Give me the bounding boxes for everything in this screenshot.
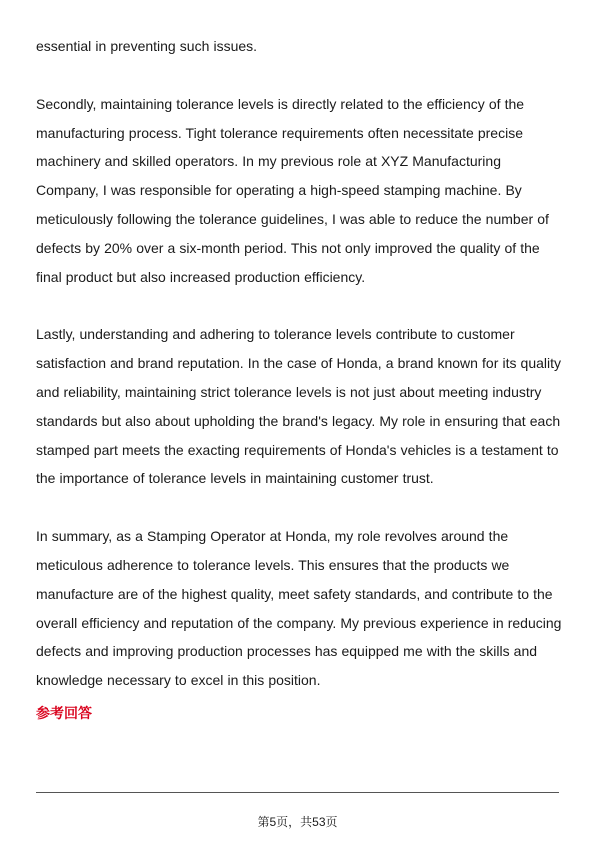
section-heading-reference-answer: 参考回答 [36, 704, 92, 721]
footer-divider [36, 792, 559, 793]
paragraph-customer-satisfaction: Lastly, understanding and adhering to tolerance levels contribute to customer satisfaction and brand reputation. In the case of Honda, a brand known for its quality and reliability, maintaining strict tolerance levels is not just about meeting industry standards but also about upholding the brand's legacy. My role in ensuring that each stamped part meets the exacting requirements of Honda's vehicles is a testament to the importance of tolerance levels in maintaining customer trust. [36, 326, 562, 487]
paragraph-summary: In summary, as a Stamping Operator at Honda, my role revolves around the meticulous adherence to tolerance levels. This ensures that the products we manufacture are of the highest quality, meet safety standards, and contribute to the overall efficiency and reputation of the company. My previous experience in reducing defects and improving production processes has equipped me with the skills and knowledge necessary to excel in this position. [36, 528, 562, 689]
page-number-footer: 第5页，共53页 [257, 815, 338, 829]
paragraph-efficiency: Secondly, maintaining tolerance levels is directly related to the efficiency of the manufacturing process. Tight tolerance requirements often necessitate precise machinery and skilled operators. In my previous role at XYZ Manufacturing Company, I was responsible for operating a high-speed stamping machine. By meticulously following the tolerance guidelines, I was able to reduce the number of defects by 20% over a six-month period. This not only improved the quality of the final product but also increased production efficiency. [36, 95, 549, 285]
page-content [36, 32, 564, 725]
paragraph-continuation: essential in preventing such issues. [36, 38, 258, 54]
